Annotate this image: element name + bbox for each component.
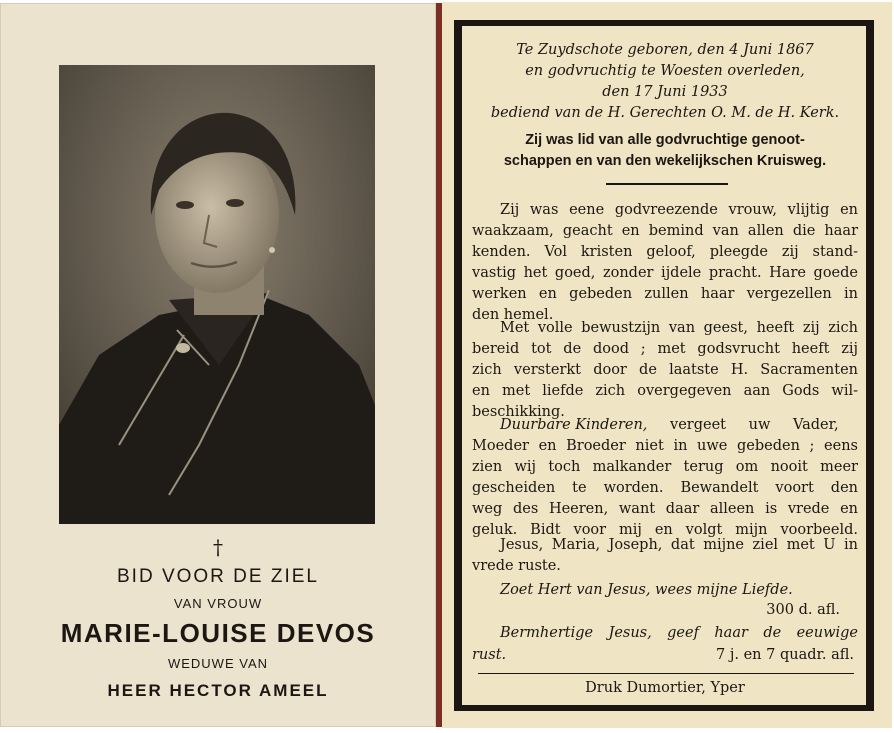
header-line: den 17 Juni 1933: [602, 84, 728, 100]
footer-rule: [478, 673, 854, 674]
text-line: werken en gebeden zullen haar vergezellen in: [472, 286, 858, 302]
paragraph-1: [472, 200, 858, 326]
portrait-illustration: [59, 65, 375, 524]
header-line: Te Zuydschote geboren, den 4 Juni 1867: [516, 42, 814, 58]
prayer-2-end: [472, 645, 858, 666]
text-line: Jesus, Maria, Joseph, dat mijne ziel met U in: [500, 537, 858, 553]
van-vrouw-label: VAN VROUW: [173, 596, 263, 611]
membership-line: schappen en van den wekelijkschen Kruisweg.: [503, 153, 827, 169]
text-line: beschikking.: [472, 404, 565, 420]
prayer-2: Bermhertige Jesus, geef haar de eeuwige: [500, 625, 858, 641]
text-line: bereid tot de dood ; met godsvrucht heeft zij: [472, 341, 858, 357]
text-line: zien wij toch malkander terug om nooit meer: [472, 459, 858, 475]
paragraph-4: [472, 535, 858, 577]
prayer-2-word: rust.: [472, 647, 507, 663]
header-block: [472, 40, 858, 124]
widow-label: WEDUWE VAN: [167, 656, 269, 671]
portrait-photo: [59, 65, 375, 524]
divider: [606, 183, 728, 185]
left-card: [0, 3, 436, 727]
membership-block: [472, 130, 858, 172]
text-line: vrede ruste.: [472, 558, 561, 574]
cross-symbol: †: [213, 535, 223, 559]
text-fragment: vergeet uw Vader,: [647, 417, 839, 433]
text-line: geluk. Bidt voor mij en volgt mijn voorbeeld.: [472, 522, 858, 538]
indulgence-1: 300 d. afl.: [766, 602, 840, 618]
printer-credit: Druk Dumortier, Yper: [585, 680, 745, 696]
text-line: waakzaam, geacht en bemind van allen die haar: [472, 223, 858, 239]
paragraph-3: [472, 415, 858, 541]
header-line: bediend van de H. Gerechten O. M. de H. Kerk.: [490, 105, 840, 121]
text-line: weg des Heeren, want daar alleen is vrede en: [472, 501, 858, 517]
prayer-1: Zoet Hert van Jesus, wees mijne Liefde.: [500, 582, 793, 598]
text-line: en met liefde zich overgegeven aan Gods wil-: [472, 383, 858, 399]
deceased-name: MARIE-LOUISE DEVOS: [60, 618, 376, 648]
membership-line: Zij was lid van alle godvruchtige genoot-: [525, 132, 805, 148]
text-line: kenden. Vol kristen geloof, pleegde zij stand-: [472, 244, 858, 260]
indulgence-2: 7 j. en 7 quadr. afl.: [716, 647, 854, 663]
text-line: Moeder en Broeder niet in uwe gebeden ; eens: [472, 438, 858, 454]
paragraph-2: [472, 318, 858, 423]
text-line: Met volle bewustzijn van geest, heeft zij zich: [500, 320, 858, 336]
husband-name: HEER HECTOR AMEEL: [107, 681, 329, 700]
text-line: Zij was eene godvreezende vrouw, vlijtig en: [500, 202, 858, 218]
header-line: en godvruchtig te Woesten overleden,: [525, 63, 805, 79]
children-address: Duurbare Kinderen,: [500, 417, 648, 433]
text-line: vastig het goed, zonder ijdele pracht. Hare goede: [472, 265, 858, 281]
prayer-heading: BID VOOR DE ZIEL: [117, 566, 319, 587]
text-line: [472, 415, 858, 436]
text-line: zich versterkt door de laatste H. Sacramenten: [472, 362, 858, 378]
text-line: den hemel.: [472, 307, 554, 323]
text-line: gescheiden te worden. Bewandelt voort den: [472, 480, 858, 496]
